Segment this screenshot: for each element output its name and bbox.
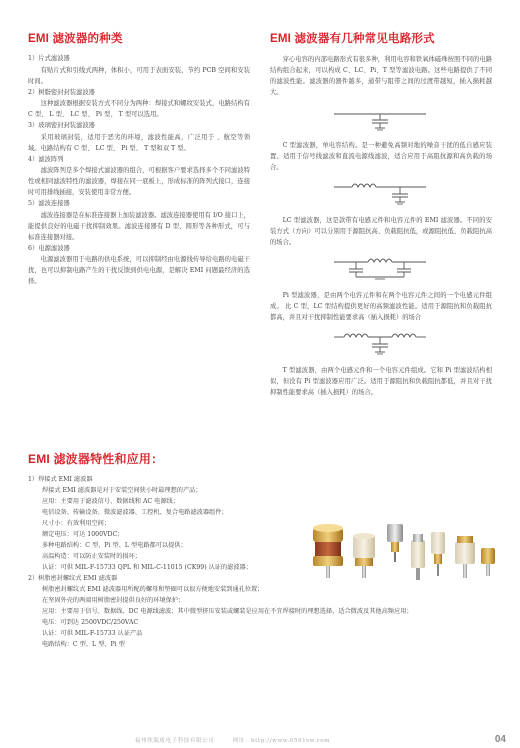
c-filter-description: C 型滤波器，单电容结构。是一种避免高频对地的噪音干扰的低自感应装置。适用于信号线滤波和直流电源线滤波，适合应用于高阻抗源和高负载的场合。 [270, 142, 492, 171]
item-number: 3）玻璃密封封装滤波器 [28, 122, 95, 129]
item-number: 1）片式滤波器 [28, 55, 70, 62]
page-footer [0, 734, 520, 748]
c-filter-diagram [270, 104, 492, 134]
filter-type-item [28, 88, 250, 121]
list-item: 额定电压：可达 1000VDC； [42, 531, 124, 538]
filter-type-item [28, 199, 250, 243]
item-number: 4）滤波阵列 [28, 155, 64, 163]
list-item: 认证：可供 MIL-F-15733 认证产品 [42, 630, 143, 637]
characteristics-heading: EMI 滤波器特性和应用： [28, 452, 164, 466]
t-filter-diagram [270, 329, 492, 359]
list-item: 应用：主要用于滤波信号、数据线和 AC 电源线； [42, 498, 179, 505]
list-item: 电路结构：C 型、L 型、Pi 型 [42, 641, 125, 648]
list-item: 应用：主要用于信号、数据线、DC 电源线滤波；其中微型挤压安装或螺装是应用在不宜焊接时的理想选择，适合微波及其他高频应用； [42, 608, 413, 615]
t-circuit-symbol-icon [330, 329, 430, 359]
filter-type-item [28, 155, 250, 199]
t-filter-description: T 型滤波器，由两个电感元件和一个电容元件组成。它和 Pi 型滤波结构相似，但没有 Pi 型滤波器应用广泛。适用于源阻抗和负载阻抗都低，并且对干扰抑制性能要求高（插入损耗）的场合。 [270, 367, 492, 396]
left-column [28, 30, 250, 287]
site-url[interactable]: http://www.0591sw.com [250, 738, 331, 744]
item-text: 滤波阵列是多个焊接式滤波器的组合，可根据客户要求选择多个不同滤波特性或相同滤波特性的滤波器，焊接在同一底板上，形成标准的阵列式接口，连接时可用排线插接，安装使用非常方便。 [28, 167, 250, 196]
capacitor-symbol-icon [330, 104, 430, 134]
list-item: 多种电路结构：C 型、Pi 型、L 型电路都可以提供； [42, 542, 187, 549]
list-item: 认证：可供 MIL-F-15733 QPL 和 MIL-C-11015 (CK99) 认证的滤波器； [42, 564, 252, 571]
item-number: 6）电源滤波器 [28, 244, 70, 252]
item-text: 这种滤波器根据安装方式不同分为两种：焊接式和螺纹安装式，电路结构有 C 型、 L 型、 LC 型、 Pi 型、 T 型可以选用。 [28, 100, 250, 118]
lc-filter-description: LC 型滤波器，这是款带有电感元件和电容元件的 EMI 滤波器。不同的安装方式（方向）可以分别用于源阻抗高、负载阻抗低，或源阻抗低、负载阻抗高的场合。 [270, 217, 492, 246]
list-item: 在坚固外壳的两端用树脂密封提供良好的环境保护； [42, 597, 185, 604]
item-text: 电源滤波器用于电路的供电系统，可以抑制经由电源线传导给电路的电磁干扰，也可以抑制电路产生的干扰反馈到供电电源，是解决 EMI 问题最经济的选择。 [28, 256, 250, 285]
circuit-forms-heading: EMI 滤波器有几种常见电路形式 [270, 33, 435, 45]
footer-text [135, 736, 330, 744]
list-heading: 1）焊接式 EMI 滤波器 [28, 476, 93, 483]
site-label: 网址： [232, 738, 251, 744]
item-number: 2）树脂密封封装滤波器 [28, 88, 95, 96]
list-item: 尺寸小：有效利用空间； [42, 520, 111, 527]
pi-filter-diagram [270, 254, 492, 284]
right-column [270, 30, 492, 398]
lc-filter-diagram [270, 179, 492, 209]
item-number: 5）滤波连接器 [28, 200, 70, 207]
list-item: 高温构造：可以防止安装时的损坏； [42, 553, 141, 560]
circuit-intro: 穿心电容的内部电路形式有很多种，利用电容和铁氧体磁珠按照不同的电路结构组合起来，可以构成 C、LC、Pi、T 型等滤波电路。这些电路提供了不同的滤波性能。滤波器的器件越多，通带与阻带之间的过渡带越短，插入损耗越大。 [270, 56, 492, 96]
filter-types-heading: EMI 滤波器的种类 [28, 33, 123, 45]
list-item: 焊接式 EMI 滤波器是对于安装空间狭小时最理想的产品； [42, 487, 202, 494]
filter-type-item [28, 244, 250, 288]
lc-circuit-symbol-icon [330, 179, 430, 209]
list-item: 电压：可到达 2500VDC/250VAC [42, 619, 139, 626]
threaded-filter-list [28, 573, 498, 650]
item-text: 采用玻璃封装，适用于恶劣的环境，滤波性能高，广泛用于 、航空等领域。电路结构有 C 型、 LC 型、 Pi 型、 T 型和双 T 型。 [28, 133, 250, 152]
filter-type-item [28, 54, 250, 87]
filter-type-item [28, 121, 250, 154]
filter-products-photo [305, 518, 501, 584]
pi-circuit-symbol-icon [330, 254, 430, 284]
list-heading: 2）树脂密封螺纹式 EMI 滤波器 [28, 575, 118, 582]
list-item: 树脂密封螺纹式 EMI 滤波器用所配的螺母和垫圈可以很方便地安装到通孔位置； [42, 586, 264, 593]
item-text: 滤波连接器是在标准连接器上加装滤波器。滤波连接器使用有 I/O 接口上，能提供良好的电磁干扰抑制效果。滤波连接器有 D 型、圆形等各种形式，可与标准连接器对接。 [28, 211, 250, 241]
item-text: 有贴片式和引线式两种，体积小，可用于表面安装，节约 PCB 空间和安装时间。 [28, 66, 250, 85]
company-name: 福州欣瑞威电子科技有限公司 [135, 738, 215, 744]
page-number: 04 [494, 734, 506, 745]
pi-filter-description: Pi 型滤波器，是由两个电容元件和在两个电容元件之间的一个电感元件组成。 比 C 型，LC 型结构提供更好的高频滤波性能。适用于源阻抗和负载阻抗都高，并且对干扰抑制性能要求高（插入损耗）的场合 [270, 292, 492, 321]
list-item: 电信设备、传输设备、微波滤波器、工控机、复合电路滤波器组件； [42, 509, 228, 516]
